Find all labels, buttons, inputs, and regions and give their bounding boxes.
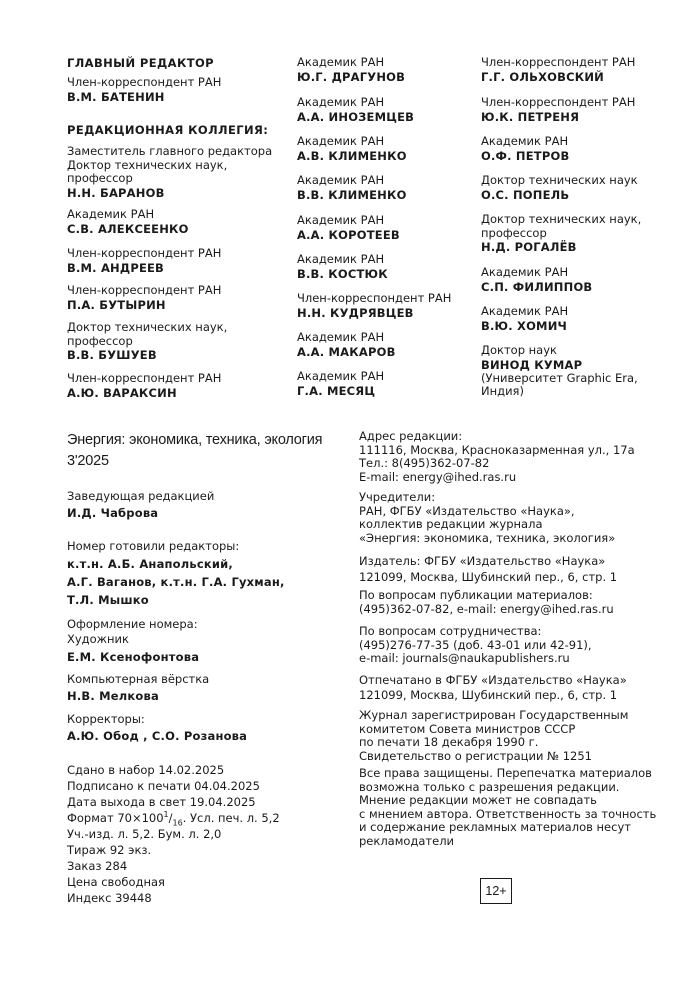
- publication-contacts-text: (495)362-07-82, e-mail: energy@ihed.ras.ru: [359, 601, 614, 616]
- member-name: А.А. МАКАРОВ: [297, 344, 396, 359]
- member-title: Академик РАН: [481, 134, 569, 148]
- member-title: Академик РАН: [297, 173, 385, 187]
- member-title: Академик РАН: [481, 304, 569, 318]
- publication-contacts-label: По вопросам публикации материалов:: [359, 588, 593, 602]
- member-title: Член-корреспондент РАН: [67, 246, 222, 260]
- member-title: Академик РАН: [297, 330, 385, 344]
- print-price: Цена свободная: [67, 875, 165, 889]
- member-title: Академик РАН: [297, 55, 385, 69]
- artist-label: Художник: [67, 632, 129, 646]
- board-member: [297, 331, 396, 359]
- publisher: [359, 553, 617, 585]
- registration-line: комитетом Совета министров СССР: [359, 721, 576, 736]
- publisher-name: Издатель: ФГБУ «Издательство «Наука»: [359, 554, 606, 568]
- rights-line: и содержание рекламных материалов несут: [359, 820, 631, 834]
- member-title: Академик РАН: [67, 207, 155, 221]
- member-name: Н.Н. КУДРЯВЦЕВ: [297, 305, 414, 320]
- member-title: Член-корреспондент РАН: [67, 371, 222, 385]
- member-affiliation: Индия): [481, 384, 524, 398]
- managing-editor-name: И.Д. Чаброва: [67, 506, 159, 520]
- board-member: [297, 135, 407, 163]
- address-phone: Тел.: 8(495)362-07-82: [359, 456, 490, 470]
- member-title: Доктор технических наук,: [481, 212, 642, 226]
- member-affiliation: (Университет Graphic Era,: [481, 370, 638, 385]
- board-member: [481, 344, 638, 399]
- founders-line: РАН, ФГБУ «Издательство «Наука»,: [359, 503, 575, 518]
- board-member: [481, 135, 569, 163]
- print-details: [67, 762, 280, 906]
- rights-line: Все права защищены. Перепечатка материалов: [359, 766, 652, 780]
- member-name: В.В. КЛИМЕНКО: [297, 187, 407, 202]
- print-format: Формат $70\times 100^1/_{16}$. Усл. печ. л. 5,2: [67, 810, 280, 828]
- board-member: [67, 284, 221, 312]
- correctors-names: А.Ю. Обод , С.О. Розанова: [67, 729, 248, 743]
- layout-credit: [67, 672, 209, 703]
- member-name: Н.Н. БАРАНОВ: [67, 185, 165, 200]
- print-sheets: Уч.-изд. л. 5,2. Бум. л. 2,0: [67, 827, 222, 841]
- address-label: Адрес редакции:: [359, 429, 463, 443]
- cooperation-label: По вопросам сотрудничества:: [359, 624, 542, 638]
- publication-contacts: [359, 589, 614, 616]
- board-member: [297, 253, 388, 281]
- member-title: Академик РАН: [297, 95, 385, 109]
- board-member: [297, 174, 407, 202]
- member-name: С.П. ФИЛИППОВ: [481, 279, 593, 294]
- member-name: Ю.Г. ДРАГУНОВ: [297, 69, 406, 84]
- printed-by-name: Отпечатано в ФГБУ «Издательство «Наука»: [359, 673, 627, 687]
- print-release-date: Дата выхода в свет 19.04.2025: [67, 795, 256, 809]
- member-name: В.В. КОСТЮК: [297, 266, 388, 281]
- member-name: А.Ю. ВАРАКСИН: [67, 385, 177, 400]
- print-run: Тираж 92 экз.: [67, 843, 152, 857]
- registration-line: по печати 18 декабря 1990 г.: [359, 735, 539, 749]
- member-name: Г.А. МЕСЯЦ: [297, 383, 376, 398]
- chief-editor-title: Член-корреспондент РАН: [67, 75, 222, 89]
- editorial-address: [359, 430, 635, 484]
- member-name: В.М. АНДРЕЕВ: [67, 260, 165, 275]
- member-title: Доктор технических наук,: [67, 320, 228, 334]
- board-member: [481, 174, 638, 202]
- board-member: [481, 56, 635, 84]
- founders-line: «Энергия: экономика, техника, экология»: [359, 530, 616, 545]
- cooperation-phone: (495)276-77-35 (доб. 43-01 или 42-91),: [359, 637, 592, 652]
- issue-editors-line: к.т.н. А.Б. Анапольский,: [67, 557, 233, 571]
- board-member: [297, 292, 451, 320]
- member-title: Доктор технических наук: [481, 173, 638, 187]
- board-member: [297, 370, 384, 398]
- artist-name: Е.М. Ксенофонтова: [67, 650, 200, 664]
- cooperation-contacts: [359, 625, 592, 666]
- board-member: [481, 96, 635, 124]
- print-index: Индекс 39448: [67, 891, 152, 905]
- publisher-address: 121099, Москва, Шубинский пер., 6, стр. 1: [359, 570, 618, 584]
- rights-line: с мнением автора. Ответственность за точность: [359, 806, 657, 821]
- member-title: Доктор наук: [481, 343, 557, 357]
- member-title: Член-корреспондент РАН: [297, 291, 452, 305]
- print-sent-date: Сдано в набор 14.02.2025: [67, 763, 225, 777]
- issue-design-label: Оформление номера:: [67, 617, 198, 631]
- member-name: А.А. ИНОЗЕМЦЕВ: [297, 109, 415, 124]
- board-member: [67, 247, 221, 275]
- issue-editors-label: Номер готовили редакторы:: [67, 539, 240, 553]
- journal-issue: 3'2025: [67, 453, 109, 469]
- member-name: Г.Г. ОЛЬХОВСКИЙ: [481, 69, 604, 84]
- member-name: О.С. ПОПЕЛЬ: [481, 187, 570, 202]
- editorial-board-heading: РЕДАКЦИОННАЯ КОЛЛЕГИЯ:: [67, 123, 269, 137]
- member-name: А.А. КОРОТЕЕВ: [297, 227, 400, 242]
- member-title: профессор: [481, 225, 547, 240]
- founders: [359, 491, 615, 545]
- founders-label: Учредители:: [359, 490, 436, 504]
- member-name: Ю.К. ПЕТРЕНЯ: [481, 109, 580, 124]
- member-name: А.В. КЛИМЕНКО: [297, 148, 407, 163]
- member-title: Академик РАН: [297, 213, 385, 227]
- rights-notice: [359, 767, 656, 848]
- print-order: Заказ 284: [67, 859, 128, 873]
- layout-name: Н.В. Мелкова: [67, 689, 159, 703]
- member-title: Доктор технических наук,: [67, 157, 228, 172]
- registration-line: Журнал зарегистрирован Государственным: [359, 708, 629, 722]
- registration-line: Свидетельство о регистрации № 1251: [359, 748, 592, 763]
- correctors-label: Корректоры:: [67, 712, 145, 726]
- print-signed-date: Подписано к печати 04.04.2025: [67, 779, 260, 793]
- member-title: Член-корреспондент РАН: [481, 95, 636, 109]
- member-title: профессор: [67, 333, 133, 348]
- member-title: Академик РАН: [297, 369, 385, 383]
- managing-editor-label: Заведующая редакцией: [67, 489, 215, 503]
- managing-editor: [67, 489, 214, 520]
- board-member: [297, 96, 414, 124]
- member-title: Заместитель главного редактора: [67, 144, 273, 158]
- printed-by-address: 121099, Москва, Шубинский пер., 6, стр. 1: [359, 688, 618, 702]
- member-title: Член-корреспондент РАН: [67, 283, 222, 297]
- member-name: ВИНОД КУМАР: [481, 357, 583, 372]
- board-member: [297, 214, 400, 242]
- member-title: профессор: [67, 171, 133, 185]
- age-rating-badge: 12+: [480, 878, 512, 904]
- member-name: С.В. АЛЕКСЕЕНКО: [67, 221, 189, 236]
- cooperation-email: e-mail: journals@naukapublishers.ru: [359, 651, 570, 665]
- board-member: [67, 208, 189, 236]
- board-member: [481, 213, 641, 254]
- board-member: [297, 56, 405, 84]
- member-name: П.А. БУТЫРИН: [67, 297, 166, 312]
- board-member: [481, 266, 592, 294]
- board-member: [67, 321, 227, 362]
- address-text: 111116, Москва, Красноказарменная ул., 17а: [359, 442, 635, 457]
- issue-editors-line: Т.Л. Мышко: [67, 593, 149, 607]
- board-member: [481, 305, 568, 333]
- rights-line: возможна только с разрешения редакции.: [359, 779, 620, 794]
- chief-editor-name: В.М. БАТЕНИН: [67, 90, 165, 104]
- member-name: О.Ф. ПЕТРОВ: [481, 148, 570, 163]
- chief-editor-heading: ГЛАВНЫЙ РЕДАКТОР: [67, 56, 214, 70]
- board-member: [67, 372, 221, 400]
- address-email: E-mail: energy@ihed.ras.ru: [359, 469, 517, 484]
- registration: [359, 709, 628, 763]
- member-title: Академик РАН: [481, 265, 569, 279]
- issue-editors-line: А.Г. Ваганов, к.т.н. Г.А. Гухман,: [67, 575, 285, 589]
- layout-label: Компьютерная вёрстка: [67, 672, 210, 686]
- member-name: В.В. БУШУЕВ: [67, 348, 157, 362]
- correctors: [67, 712, 247, 743]
- rights-line: рекламодатели: [359, 833, 455, 848]
- rights-line: Мнение редакции может не совпадать: [359, 793, 597, 807]
- founders-line: коллектив редакции журнала: [359, 517, 543, 531]
- printed-by: [359, 673, 627, 703]
- member-title: Академик РАН: [297, 252, 385, 266]
- member-title: Член-корреспондент РАН: [481, 55, 636, 69]
- issue-editors: [67, 539, 285, 608]
- journal-title: Энергия: экономика, техника, экология: [67, 432, 323, 448]
- member-name: Н.Д. РОГАЛЁВ: [481, 240, 577, 254]
- member-name: В.Ю. ХОМИЧ: [481, 318, 568, 333]
- board-member: [67, 145, 272, 200]
- member-title: Академик РАН: [297, 134, 385, 148]
- issue-design: [67, 617, 199, 664]
